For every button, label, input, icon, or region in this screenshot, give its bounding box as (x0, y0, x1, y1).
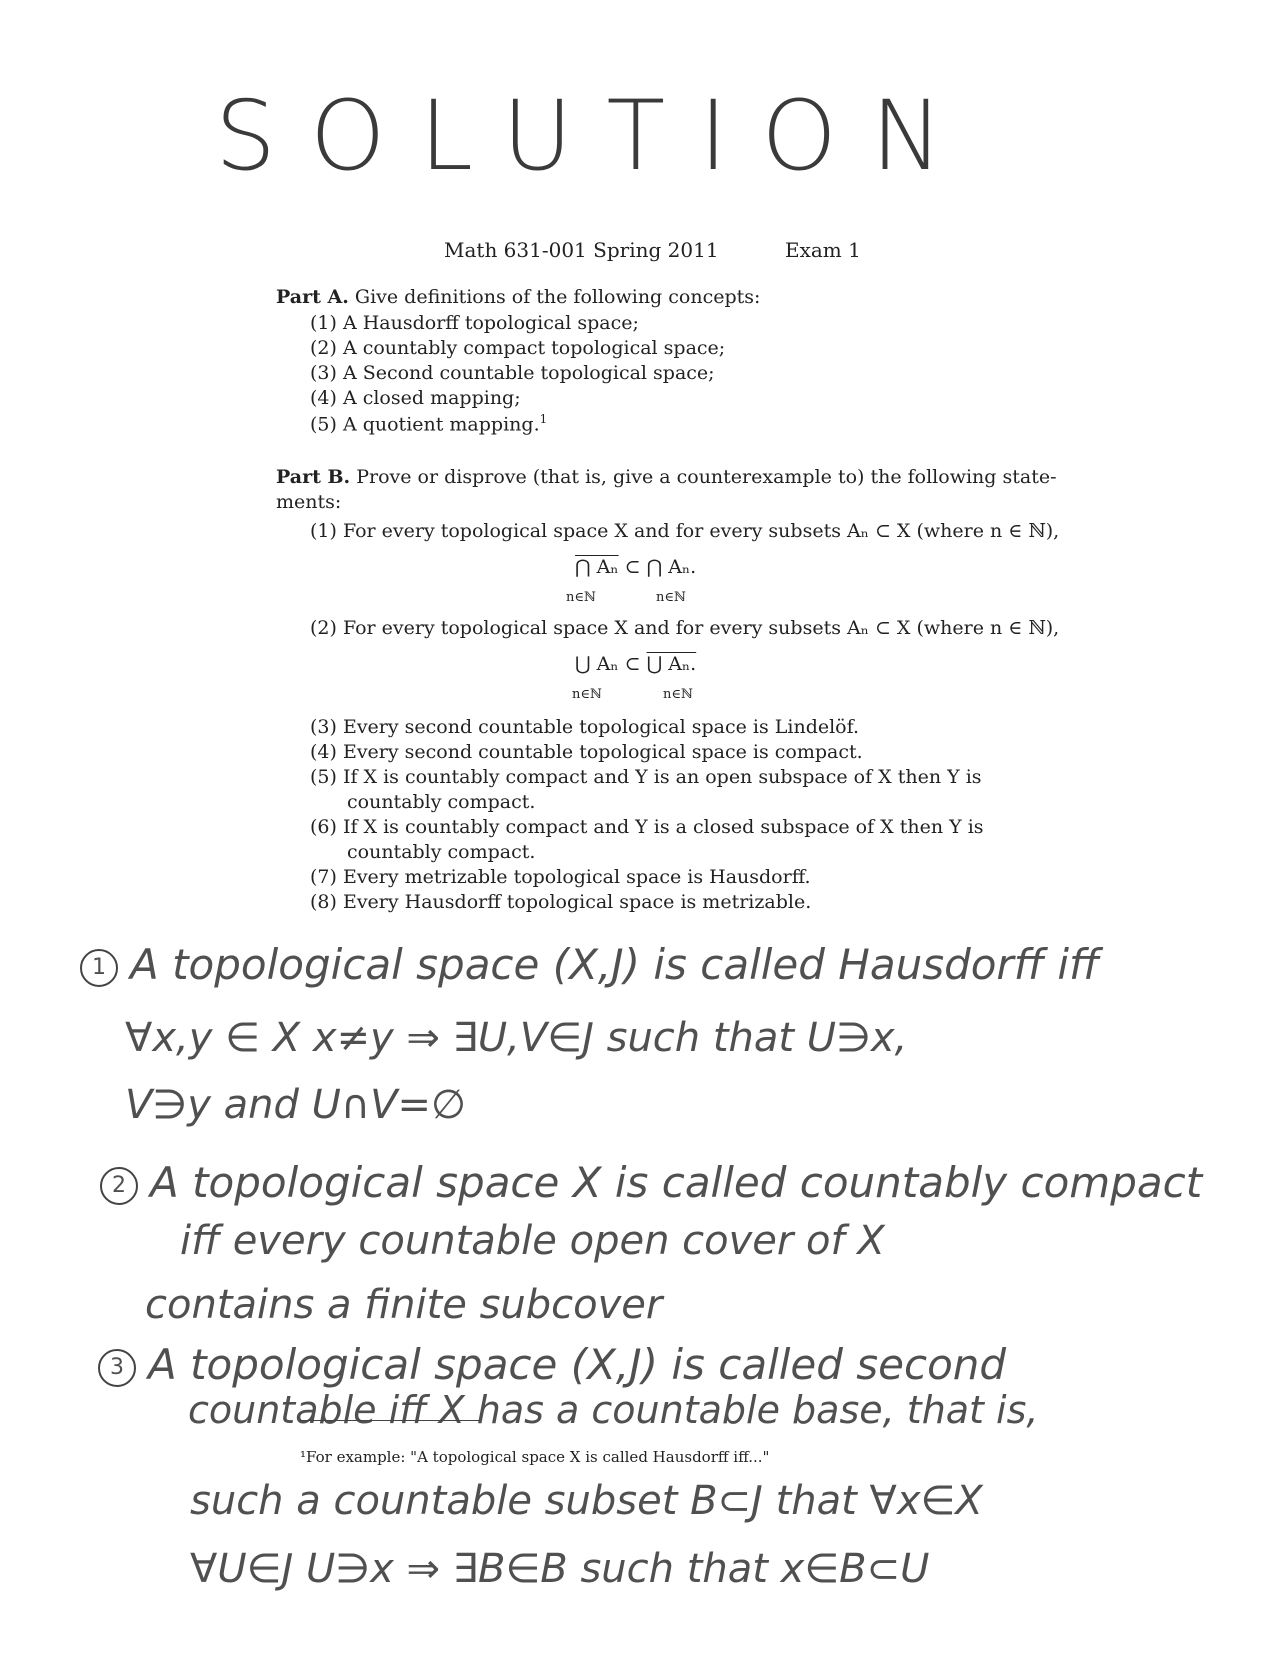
part-a-item: (2) A countably compact topological space; (310, 337, 726, 359)
formula-2-sub-left: n∈ℕ (572, 687, 602, 702)
footnote-rule (300, 1420, 480, 1421)
answer-1-line-2: ∀x,y ∈ X x≠y ⇒ ∃U,V∈J such that U∋x, (125, 1015, 908, 1061)
answer-2-line-1 (100, 1158, 1202, 1207)
part-b-item: countably compact. (347, 841, 536, 863)
formula-1 (575, 556, 696, 578)
footnote-mark: 1 (539, 412, 548, 426)
answer-3-line-3: such a countable subset B⊂J that ∀x∈X (190, 1478, 983, 1524)
part-a-item: (3) A Second countable topological space; (310, 362, 715, 384)
part-b-heading-line (276, 466, 1057, 488)
answer-3-number: 3 (98, 1349, 136, 1387)
formula-1-left: ⋂ Aₙ (575, 556, 619, 578)
subset-symbol: ⊂ (624, 653, 641, 675)
answer-1-text: A topological space (X,J) is called Hausdorff iff (130, 940, 1100, 989)
part-b-item: (4) Every second countable topological space is compact. (310, 741, 863, 763)
part-a-intro: Give definitions of the following concepts: (354, 286, 761, 308)
formula-1-sub-right: n∈ℕ (656, 590, 686, 605)
part-b-item: (3) Every second countable topological space is Lindelöf. (310, 716, 860, 738)
answer-1-line-1 (80, 940, 1099, 989)
part-a-item: (5) A quotient mapping. (310, 413, 540, 436)
part-b-item: countably compact. (347, 791, 536, 813)
answer-1-number: 1 (80, 949, 118, 987)
formula-2-left: ⋃ Aₙ (575, 653, 619, 675)
answer-2-text: A topological space X is called countably compact (150, 1158, 1203, 1207)
answer-2-number: 2 (100, 1167, 138, 1205)
part-b-heading: Part B. (276, 466, 351, 488)
answer-2-line-3: contains a finite subcover (145, 1282, 663, 1328)
part-a-item: (4) A closed mapping; (310, 387, 521, 409)
formula-1-right: ⋂ Aₙ. (646, 556, 697, 578)
subset-symbol: ⊂ (624, 556, 641, 578)
part-b-intro: Prove or disprove (that is, give a counterexample to) the following state- (356, 466, 1057, 488)
formula-2-right: ⋃ Aₙ. (646, 653, 697, 675)
footnote: ¹For example: "A topological space X is called Hausdorff iff..." (300, 1448, 770, 1466)
part-b-item: (6) If X is countably compact and Y is a closed subspace of X then Y is (310, 816, 984, 838)
answer-1-line-3: V∋y and U∩V=∅ (125, 1082, 466, 1128)
part-b-item-1: (1) For every topological space X and for every subsets Aₙ ⊂ X (where n ∈ ℕ), (310, 520, 1060, 542)
answer-3-line-1 (98, 1340, 1006, 1389)
formula-2 (575, 653, 696, 675)
part-b-intro-cont: ments: (276, 491, 342, 513)
part-b-item: (5) If X is countably compact and Y is an open subspace of X then Y is (310, 766, 982, 788)
answer-3-line-2: countable iff X has a countable base, that is, (188, 1388, 1039, 1432)
part-a-heading: Part A. (276, 286, 349, 308)
answer-3-line-4: ∀U∈J U∋x ⇒ ∃B∈B such that x∈B⊂U (190, 1546, 930, 1592)
part-b-item: (7) Every metrizable topological space is Hausdorff. (310, 866, 811, 888)
part-b-item-2: (2) For every topological space X and for every subsets Aₙ ⊂ X (where n ∈ ℕ), (310, 617, 1060, 639)
part-a-heading-line (276, 286, 760, 308)
part-b-item: (8) Every Hausdorff topological space is metrizable. (310, 891, 812, 913)
part-a-item: (1) A Hausdorff topological space; (310, 312, 639, 334)
course-header: Math 631-001 Spring 2011 (444, 238, 719, 262)
formula-1-sub-left: n∈ℕ (566, 590, 596, 605)
answer-2-line-2: iff every countable open cover of X (180, 1218, 885, 1264)
solution-title: SOLUTION (215, 80, 977, 192)
part-a-item-last (310, 412, 547, 435)
answer-3-text: A topological space (X,J) is called second (148, 1340, 1007, 1389)
exam-header: Exam 1 (785, 238, 861, 262)
formula-2-sub-right: n∈ℕ (663, 687, 693, 702)
